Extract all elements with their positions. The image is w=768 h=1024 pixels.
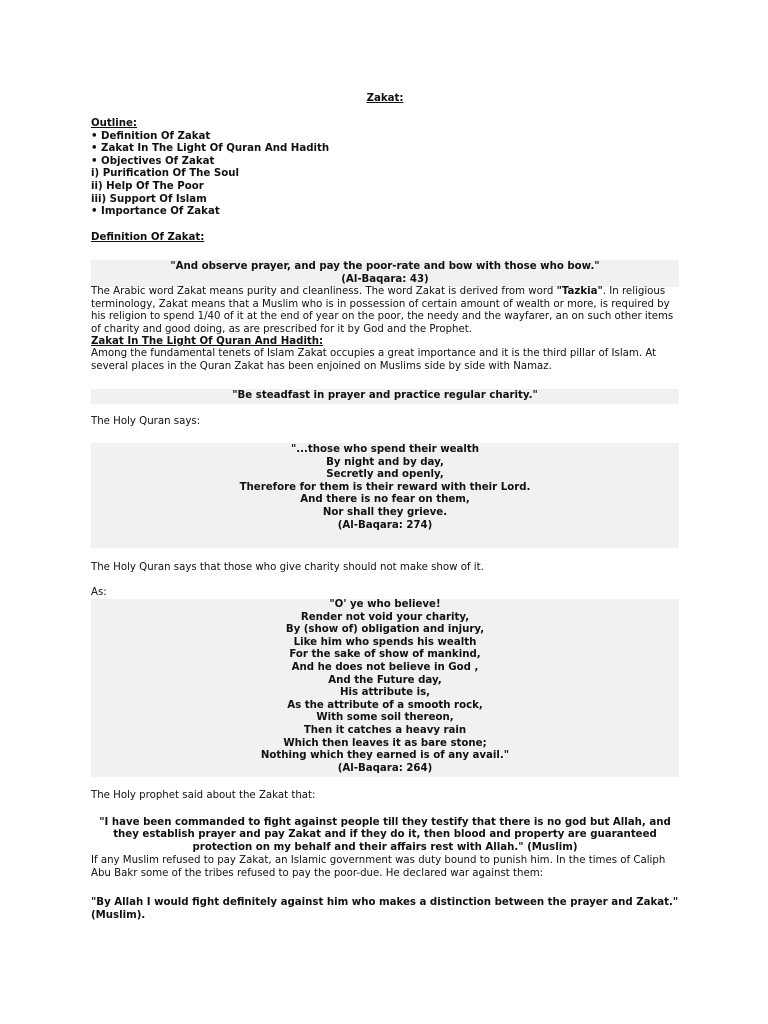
verse-reference: (Al-Baqara: 274)	[337, 519, 433, 531]
verse-line: Which then leaves it as bare stone;	[283, 737, 487, 749]
outline-item: • Objectives Of Zakat	[91, 155, 215, 167]
definition-quote: "And observe prayer, and pay the poor-rate and bow with those who bow."	[170, 261, 600, 272]
verse-line: And the Future day,	[328, 674, 442, 686]
outline-item: • Zakat In The Light Of Quran And Hadith	[91, 143, 330, 155]
definition-quote-ref: (Al-Baqara: 43)	[341, 273, 429, 285]
outline-heading: Outline:	[91, 118, 138, 129]
verse-line: Like him who spends his wealth	[293, 636, 477, 648]
outline-item: ii) Help Of The Poor	[91, 180, 204, 192]
quran-hadith-heading: Zakat In The Light Of Quran And Hadith:	[91, 336, 324, 347]
verse-line: Therefore for them is their reward with their Lord.	[239, 481, 531, 493]
verse-reference: (Al-Baqara: 264)	[337, 762, 433, 774]
verse-line: Then it catches a heavy rain	[303, 724, 467, 736]
verse-274-block	[91, 443, 679, 548]
steadfast-quote: "Be steadfast in prayer and practice regular charity."	[91, 389, 679, 404]
outline-section	[91, 118, 679, 219]
verse-line: By night and by day,	[326, 456, 444, 468]
verse-line: And he does not believe in God ,	[291, 661, 479, 673]
verse-line: "...those who spend their wealth	[290, 444, 480, 455]
verse-line: For the sake of show of mankind,	[289, 649, 481, 661]
as-label: As:	[91, 587, 107, 598]
outline-item: iii) Support Of Islam	[91, 193, 207, 205]
verse-line: By (show of) obligation and injury,	[285, 624, 485, 636]
prophet-intro: The Holy prophet said about the Zakat that:	[91, 790, 316, 801]
verse-line: His attribute is,	[339, 687, 431, 699]
verse-line: "O' ye who believe!	[329, 599, 441, 610]
verse-264-block	[91, 599, 679, 777]
hadith-quote-2: "By Allah I would fight definitely against him who makes a distinction between the prayer and Zakat." (Muslim).	[91, 897, 679, 921]
verse-line: Render not void your charity,	[300, 611, 470, 623]
document-title: Zakat:	[366, 93, 404, 104]
charity-show-paragraph: The Holy Quran says that those who give charity should not make show of it.	[91, 562, 484, 573]
verse-line: And there is no fear on them,	[300, 494, 470, 506]
holy-quran-says-label: The Holy Quran says:	[91, 416, 201, 427]
verse-line: Nor shall they grieve.	[322, 506, 448, 518]
definition-paragraph	[91, 286, 679, 336]
outline-item: i) Purification Of The Soul	[91, 168, 239, 180]
definition-text-part1: The Arabic word Zakat means purity and cleanliness. The word Zakat is derived from word	[91, 286, 557, 297]
tazkia-term: "Tazkia"	[556, 286, 603, 297]
caliph-paragraph: If any Muslim refused to pay Zakat, an Islamic government was duty bound to punish him. In the times of Caliph Abu Bakr some of the tribes refused to pay the poor-due. He declared war against them:	[91, 855, 666, 879]
verse-line: Nothing which they earned is of any avail."	[260, 750, 510, 762]
verse-line: As the attribute of a smooth rock,	[287, 699, 483, 711]
verse-line: Secretly and openly,	[326, 469, 444, 481]
hadith-quote-1: "I have been commanded to fight against people till they testify that there is no god but Allah, and they establish prayer and pay Zakat and if they do it, then blood and property are guaranteed protection on my behalf and their affairs rest with Allah." (Muslim)	[99, 817, 671, 853]
definition-text-part2: . In religious terminology, Zakat means that a Muslim who is in possession of certain amount of wealth or more, is required by his religion to spend 1/40 of it at the end of year on the poor, the needy and the wayfarer, an on such other items of charity and good doing, as are prescribed for it by God and the Prophet.	[91, 286, 674, 335]
definition-quote-block	[91, 260, 679, 287]
definition-heading: Definition Of Zakat:	[91, 232, 205, 243]
outline-item: • Importance Of Zakat	[91, 206, 220, 218]
quran-hadith-paragraph: Among the fundamental tenets of Islam Zakat occupies a great importance and it is the third pillar of Islam. At several places in the Quran Zakat has been enjoined on Muslims side by side with Namaz.	[91, 348, 657, 372]
outline-item: • Definition Of Zakat	[91, 130, 211, 142]
verse-line: With some soil thereon,	[316, 712, 454, 724]
